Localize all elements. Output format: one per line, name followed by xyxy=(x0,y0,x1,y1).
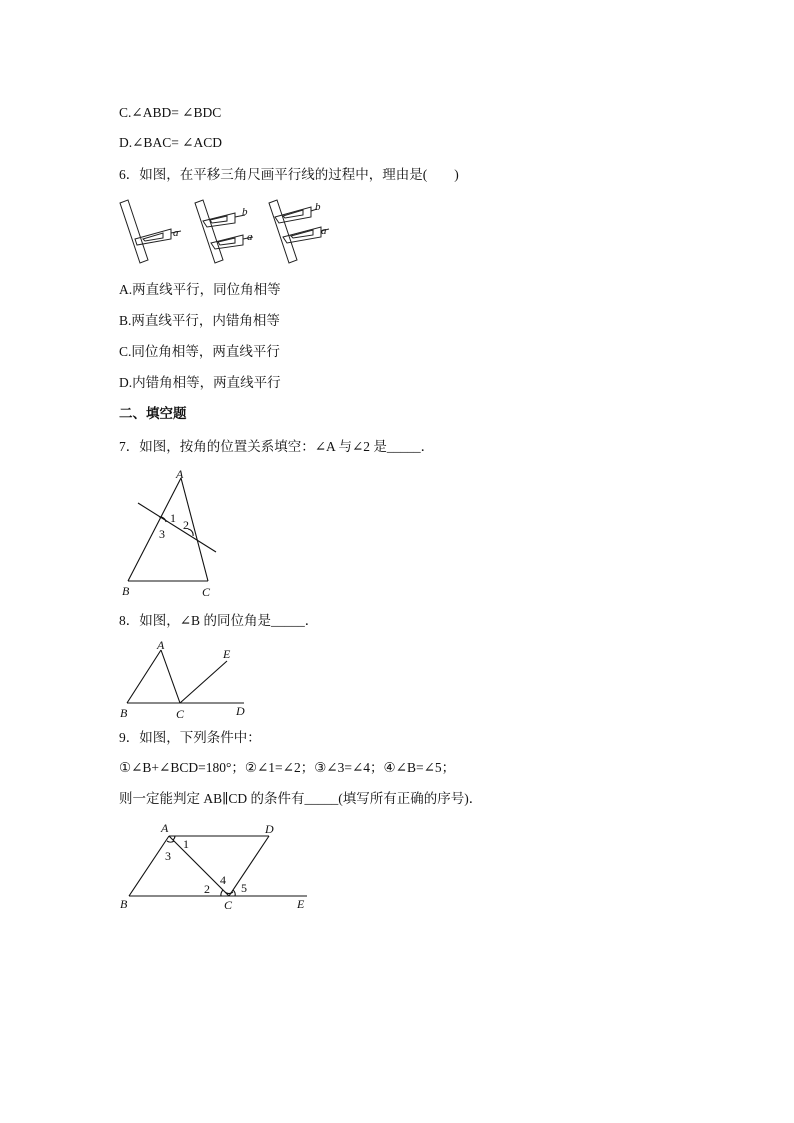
q6-figure xyxy=(115,195,345,267)
q9-label-A: A xyxy=(161,821,169,835)
q9-segment-cd xyxy=(229,836,269,896)
q6-option-c: C.同位角相等，两直线平行 xyxy=(119,344,280,359)
q7-label-1: 1 xyxy=(170,511,176,525)
q8-ray-ce xyxy=(180,661,227,703)
q8-label-C: C xyxy=(176,707,185,721)
q9-label-5: 5 xyxy=(241,881,247,895)
section-heading-fill-blank: 二、填空题 xyxy=(119,406,187,422)
q9-arc-2 xyxy=(221,890,223,896)
q7-stem: 7．如图，按角的位置关系填空：∠A 与∠2 是_____． xyxy=(119,439,435,454)
q6-label-b-3: b xyxy=(315,201,321,213)
q6-label-a-3: a xyxy=(321,225,327,237)
q6-label-a-2: a xyxy=(247,231,253,243)
q7-label-2: 2 xyxy=(183,518,189,532)
q9-label-3: 3 xyxy=(165,849,171,863)
q8-label-B: B xyxy=(120,706,128,720)
q7-side-ab xyxy=(128,478,181,581)
q6-figure-panel-1 xyxy=(120,200,181,263)
q7-label-3: 3 xyxy=(159,527,165,541)
q6-option-a: A.两直线平行，同位角相等 xyxy=(119,282,281,297)
q8-label-E: E xyxy=(223,647,231,661)
q7-figure xyxy=(118,466,228,602)
q9-label-1: 1 xyxy=(183,837,189,851)
q7-label-A: A xyxy=(176,467,184,481)
q7-transversal xyxy=(138,503,216,552)
q8-label-A: A xyxy=(157,638,165,652)
q9-stem: 9．如图，下列条件中： xyxy=(119,730,261,745)
q8-segment-ab xyxy=(127,650,161,703)
q9-segment-ac xyxy=(169,836,229,896)
q8-label-D: D xyxy=(236,704,245,718)
q8-stem: 8．如图，∠B 的同位角是_____． xyxy=(119,613,319,628)
q9-figure xyxy=(117,818,317,916)
q7-label-B: B xyxy=(122,584,130,598)
q7-label-C: C xyxy=(202,585,211,599)
q9-arc-1 xyxy=(173,836,175,840)
q9-label-2: 2 xyxy=(204,882,210,896)
q6-label-a-1: a xyxy=(173,227,179,239)
q9-label-C: C xyxy=(224,898,233,912)
q6-stem: 6．如图，在平移三角尺画平行线的过程中，理由是( ) xyxy=(119,167,459,182)
q9-arc-3 xyxy=(167,841,174,842)
q5-option-d: D.∠BAC= ∠ACD xyxy=(119,135,222,150)
q6-option-b: B.两直线平行，内错角相等 xyxy=(119,313,280,328)
q5-option-c: C.∠ABD= ∠BDC xyxy=(119,105,222,120)
q8-segment-ac xyxy=(161,650,180,703)
q6-label-b-2: b xyxy=(242,206,248,218)
q9-label-4: 4 xyxy=(220,873,226,887)
q8-figure xyxy=(117,638,257,720)
q9-label-D: D xyxy=(265,822,274,836)
q9-question: 则一定能判定 AB∥CD 的条件有_____(填写所有正确的序号)． xyxy=(119,791,483,806)
q9-arc-5 xyxy=(233,890,235,896)
q6-option-d: D.内错角相等，两直线平行 xyxy=(119,375,281,390)
q9-conditions: ①∠B+∠BCD=180°；②∠1=∠2；③∠3=∠4；④∠B=∠5； xyxy=(119,760,456,775)
q9-label-B: B xyxy=(120,897,128,911)
q9-segment-ab xyxy=(129,836,169,896)
q9-label-E: E xyxy=(297,897,305,911)
